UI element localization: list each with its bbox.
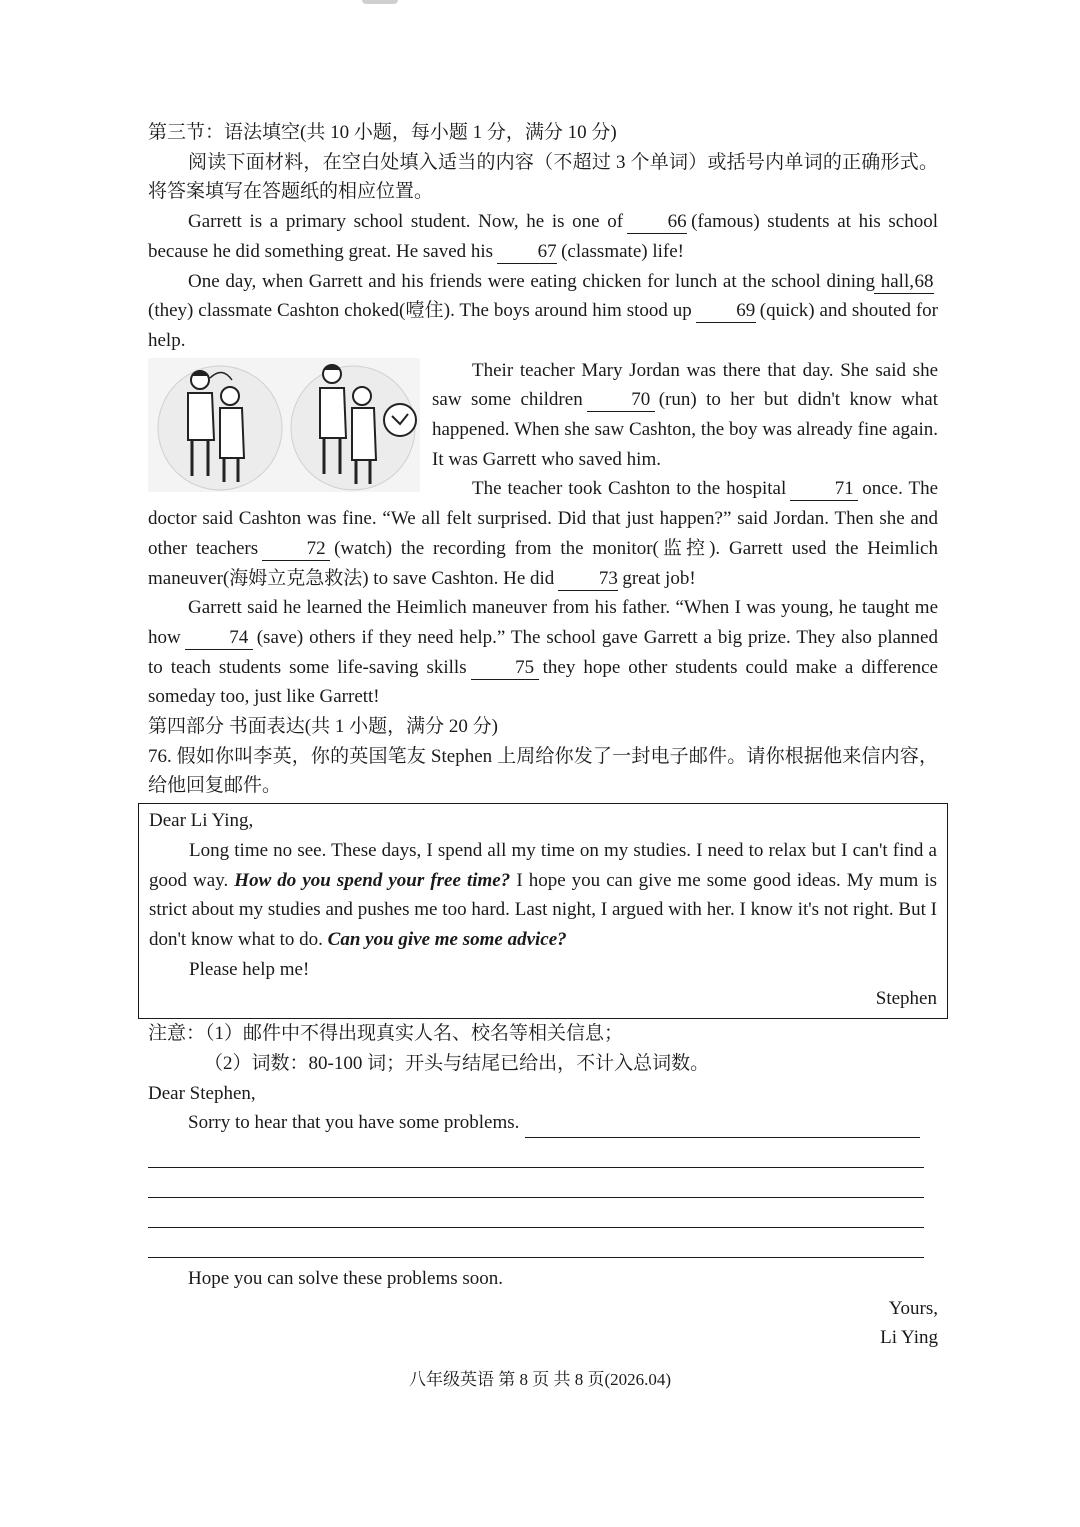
passage-paragraph-5 [148,593,938,712]
writing-line[interactable] [148,1168,924,1198]
page-footer: 八年级英语 第 8 页 共 8 页(2026.04) [408,1370,672,1389]
passage-text: (they) classmate Cashton choked(噎住). The boys around him stood up [148,300,692,322]
blank-74: 74 [185,627,253,650]
passage-text: once. The doctor said Cashton was fine. “We all felt surprised. Did that just happen?” said Jordan. Then she and other teachers [148,478,939,559]
letter-question: Can you give me some advice? [327,928,567,950]
letter-greeting: Dear Li Ying, [149,810,254,832]
passage-text: (save) others if they need help.” The school gave Garrett a big prize. They also planned to teach students some life-saving skills [148,626,938,678]
part4-title: 第四部分 书面表达(共 1 小题，满分 20 分) [148,716,498,738]
blank-68: 68 [874,271,934,294]
passage-text: (classmate) life! [561,240,684,262]
passage-text: (watch) the recording from the monitor(监控). Garrett used the Heimlich maneuver(海姆立克急救法) to save Cashton. He did [148,537,938,589]
scan-artifact [362,0,398,4]
passage-text: Garrett is a primary school student. Now, he is one of [188,211,624,233]
passage-text: (famous) students at his school because he did something great. He saved his [148,211,938,262]
heimlich-illustration [148,358,420,492]
letter-text: Long time no see. These days, I spend all my time on my studies. I need to relax but I can't find a good way. [149,839,937,891]
letter-text: I hope you can give me some good ideas. My mum is strict about my studies and pushes me too hard. Last night, I argued with her. I know it's not right. But I don't know what to do. [149,869,938,950]
blank-73: 73 [558,568,618,591]
passage-text: Their teacher Mary Jordan was there that day. She said she saw some children [432,359,938,411]
reply-end: Hope you can solve these problems soon. [188,1267,504,1289]
passage-paragraph-4 [148,474,938,593]
writing-line[interactable] [148,1228,924,1258]
blank-72: 72 [262,538,330,561]
passage-paragraph-2 [148,267,938,356]
letter-body [149,836,937,955]
blank-71: 71 [790,478,858,501]
reply-greeting: Dear Stephen, [148,1082,256,1104]
blank-70: 70 [587,389,655,412]
letter-question: How do you spend your free time? [234,869,511,891]
reply-name: Li Ying [880,1327,938,1349]
section3-title: 第三节：语法填空(共 10 小题，每小题 1 分，满分 10 分) [148,122,617,143]
passage-text: Garrett said he learned the Heimlich maneuver from his father. “When I was young, he taught me how [148,597,938,648]
letter-signature: Stephen [875,988,937,1010]
passage-text: they hope other students could make a difference someday too, just like Garrett! [148,656,938,708]
reply-start: Sorry to hear that you have some problems. [188,1112,520,1134]
passage-text: (run) to her but didn't know what happened. When she saw Cashton, the boy was already fine again. It was Garrett who saved him. [432,389,939,470]
illustration-svg [148,358,420,492]
blank-67: 67 [497,241,557,264]
reply-yours: Yours, [888,1297,938,1319]
note-2: （2）词数：80-100 词；开头与结尾已给出，不计入总词数。 [204,1052,710,1074]
blank-66: 66 [627,211,687,234]
passage-text: One day, when Garrett and his friends were eating chicken for lunch at the school dining hall, [188,270,914,292]
blank-75: 75 [471,657,539,680]
writing-line[interactable] [148,1198,924,1228]
passage-text: (quick) and shouted for help. [148,300,938,351]
stephen-letter-box [138,803,948,1019]
section3-instruction: 阅读下面材料，在空白处填入适当的内容（不超过 3 个单词）或括号内单词的正确形式。将答案填写在答题纸的相应位置。 [148,151,938,203]
page-content [148,118,938,1353]
passage-paragraph-1 [148,207,938,266]
blank-69: 69 [696,300,756,323]
passage-text: The teacher took Cashton to the hospital [472,478,787,500]
writing-line[interactable] [148,1138,924,1168]
note-1: 注意：（1）邮件中不得出现真实人名、校名等相关信息； [148,1023,624,1045]
passage-text: great job! [622,567,696,589]
reply-first-line [148,1108,938,1138]
question-76: 76. 假如你叫李英，你的英国笔友 Stephen 上周给你发了一封电子邮件。请你根据他来信内容，给他回复邮件。 [148,745,938,797]
letter-closing: Please help me! [189,958,310,980]
writing-line[interactable] [525,1115,920,1138]
